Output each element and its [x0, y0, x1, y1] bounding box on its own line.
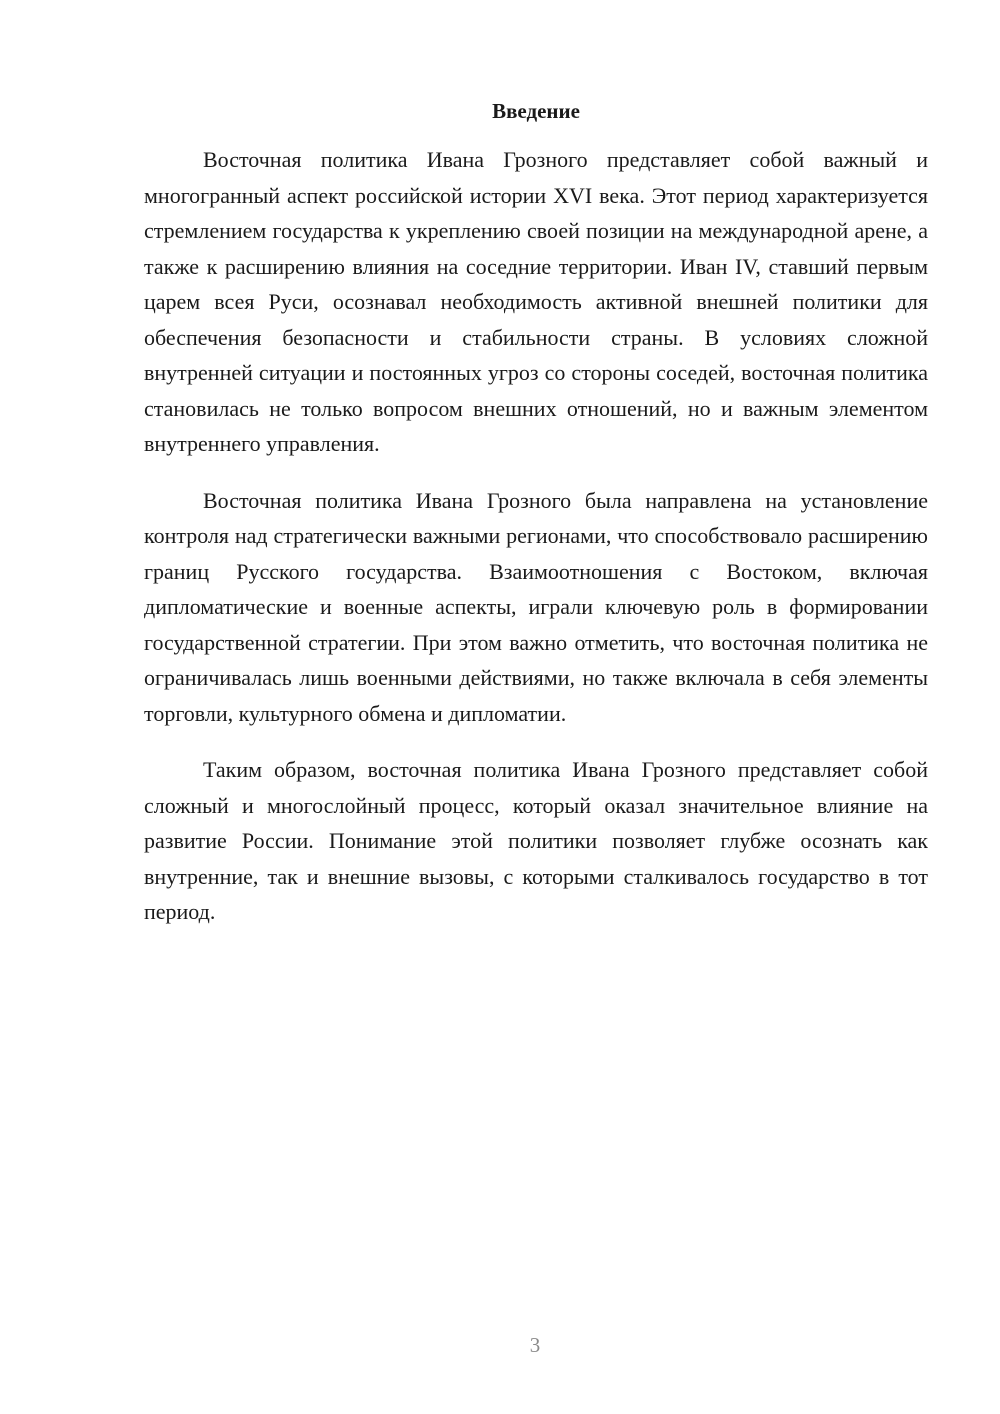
paragraph-2: Восточная политика Ивана Грозного была направлена на установление контроля над стратегически важными регионами, что способствовало расширению границ Русского государства. Взаимоотношения с Востоком, включая дипломатические и военные аспекты, играли ключевую роль в формировании государственной стратегии. При этом важно отметить, что восточная политика не ограничивалась лишь военными действиями, но также включала в себя элементы торговли, культурного обмена и дипломатии. — [144, 487, 928, 726]
document-body — [144, 142, 928, 951]
page-number: 3 — [529, 1333, 541, 1357]
paragraph-1: Восточная политика Ивана Грозного представляет собой важный и многогранный аспект российской истории XVI века. Этот период характеризуется стремлением государства к укреплению своей позиции на международной арене, а также к расширению влияния на соседние территории. Иван IV, ставший первым царем всея Руси, осознавал необходимость активной внешней политики для обеспечения безопасности и стабильности страны. В условиях сложной внутренней ситуации и постоянных угроз со стороны соседей, восточная политика становилась не только вопросом внешних отношений, но и важным элементом внутреннего управления. — [144, 147, 928, 456]
page-title: Введение — [492, 99, 580, 123]
paragraph-3: Таким образом, восточная политика Ивана Грозного представляет собой сложный и многослойный процесс, который оказал значительное влияние на развитие России. Понимание этой политики позволяет глубже осознать как внутренние, так и внешние вызовы, с которыми сталкивалось государство в тот период. — [144, 757, 928, 924]
